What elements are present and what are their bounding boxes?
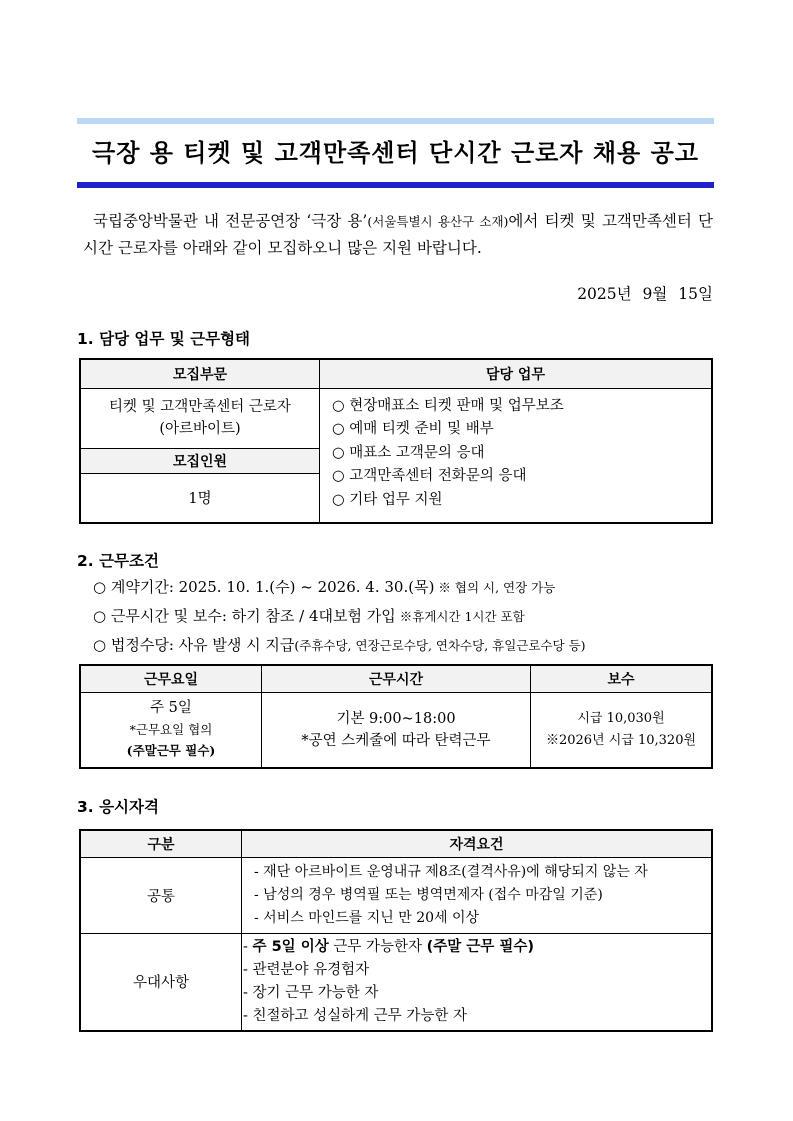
intro-text-3: 에서 티켓 및 고객만족센터 단시간 근로자를 아래와 같이 모집하오니 많은 지원 바랍니다. [83, 212, 713, 257]
pref-label: 우대사항 [80, 933, 242, 1031]
list-item [93, 631, 586, 660]
dept-value-line1: 티켓 및 고객만족센터 근로자 [109, 399, 291, 415]
days-value [80, 692, 262, 768]
work-table [79, 664, 713, 769]
list-item: - 친절하고 성실하게 근무 가능한 자 [243, 1007, 468, 1024]
list-item: - 장기 근무 가능한 자 [243, 984, 379, 1001]
hours-value [262, 692, 531, 768]
preferred-requirements [242, 933, 713, 1031]
duty-list [320, 388, 713, 523]
list-item: ○ 기타 업무 지원 [332, 491, 443, 508]
conditions-list [93, 573, 586, 660]
list-item [93, 573, 586, 602]
list-item: - 재단 아르바이트 운영내규 제8조(결격사유)에 해당되지 않는 자 [254, 863, 648, 880]
list-item: ○ 매표소 고객문의 응대 [332, 444, 485, 461]
days-header: 근무요일 [80, 665, 262, 692]
intro-paragraph [83, 208, 713, 261]
pay-line2: ※2026년 시급 10,320원 [545, 732, 697, 748]
intro-text-1: 국립중앙박물관 내 전문공연장 ‘극장 용’ [93, 212, 368, 230]
count-header: 모집인원 [80, 448, 320, 473]
type-header: 구분 [80, 830, 242, 857]
condition-note: ※휴게시간 1시간 포함 [395, 609, 525, 624]
list-item [243, 936, 705, 959]
hours-line2: *공연 스케줄에 따라 탄력근무 [301, 732, 491, 749]
list-item: - 관련분야 유경험자 [243, 961, 370, 978]
title-bar-bottom [77, 182, 714, 188]
days-line3: (주말근무 필수) [126, 743, 216, 759]
list-item: - 서비스 마인드를 지닌 만 20세 이상 [254, 909, 480, 926]
section2-title: 2. 근무조건 [77, 552, 159, 570]
page-title: 극장 용 티켓 및 고객만족센터 단시간 근로자 채용 공고 [92, 139, 699, 167]
list-item [93, 602, 586, 631]
intro-text-2: (서울특별시 용산구 소재) [367, 214, 509, 229]
list-item: - 남성의 경우 병역필 또는 병역면제자 (접수 마감일 기준) [254, 886, 603, 903]
days-line1: 주 5일 [150, 700, 192, 717]
condition-note: ※ 협의 시, 연장 가능 [434, 580, 556, 595]
pref-text: 근무 가능한자 [328, 938, 427, 955]
days-line2: *근무요일 협의 [129, 722, 213, 738]
pay-header: 보수 [531, 665, 713, 692]
list-item: ○ 고객만족센터 전화문의 응대 [332, 468, 527, 484]
title-bar-top [77, 118, 714, 124]
pay-value [531, 692, 713, 768]
common-requirements [242, 857, 713, 933]
pref-text: - [243, 938, 253, 955]
list-item: ○ 예매 티켓 준비 및 배부 [332, 421, 494, 437]
dept-header: 모집부문 [80, 359, 320, 388]
section1-title: 1. 담당 업무 및 근무형태 [77, 330, 251, 348]
dept-value-line2: (아르바이트) [159, 421, 241, 437]
condition-text: ○ 계약기간: 2025. 10. 1.(수) ~ 2026. 4. 30.(목) [93, 578, 435, 596]
hours-line1: 기본 9:00~18:00 [336, 710, 456, 727]
condition-text: ○ 근무시간 및 보수: 하기 참조 / 4대보험 가입 [93, 607, 396, 625]
announcement-date: 2025년 9월 15일 [577, 285, 713, 303]
pref-text-bold: (주말 근무 필수) [426, 938, 535, 955]
duty-header: 담당 업무 [320, 359, 713, 388]
pay-line1: 시급 10,030원 [577, 710, 665, 726]
count-value: 1명 [80, 473, 320, 523]
list-item: ○ 현장매표소 티켓 판매 및 업무보조 [332, 397, 564, 414]
hours-header: 근무시간 [262, 665, 531, 692]
qualification-table [79, 829, 713, 1032]
common-label: 공통 [80, 857, 242, 933]
pref-text-bold: 주 5일 이상 [252, 938, 329, 955]
dept-value [80, 388, 320, 448]
req-header: 자격요건 [242, 830, 713, 857]
condition-note: (주휴수당, 연장근로수당, 연차수당, 휴일근로수당 등) [294, 638, 586, 653]
duty-table [79, 358, 713, 524]
condition-text: ○ 법정수당: 사유 발생 시 지급 [93, 636, 295, 654]
section3-title: 3. 응시자격 [77, 798, 159, 816]
